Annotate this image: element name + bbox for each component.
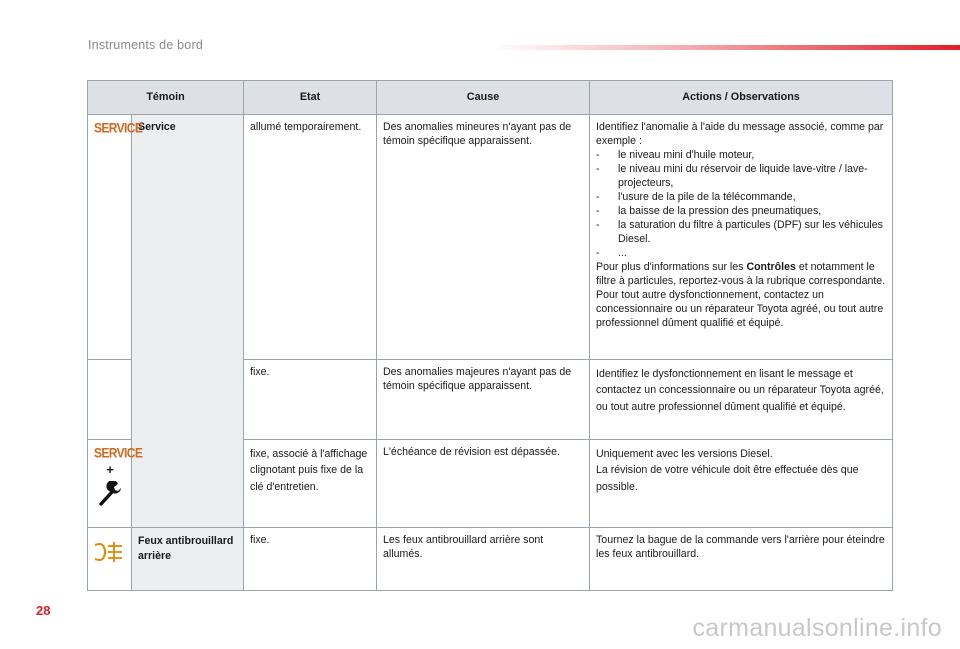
- cause-cell: Les feux antibrouillard arrière sont allumés.: [377, 528, 590, 591]
- state-cell: fixe, associé à l'affichage clignotant puis fixe de la clé d'entretien.: [244, 440, 377, 528]
- warning-name-service: Service: [132, 115, 244, 528]
- cause-cell: L'échéance de révision est dépassée.: [377, 440, 590, 528]
- list-item: - la baisse de la pression des pneumatiques,: [596, 204, 822, 217]
- actions-cell: [590, 440, 893, 528]
- actions-cell: [590, 115, 893, 360]
- actions-cell: Identifiez le dysfonctionnement en lisant le message et contactez un concessionnaire ou un réparateur Toyota agréé, ou tout autre professionnel dûment qualifié et équipé.: [590, 360, 893, 440]
- column-header-etat: Etat: [244, 81, 377, 115]
- list-item: - la saturation du filtre à particules (DPF) sur les véhicules Diesel.: [596, 218, 883, 245]
- warning-lights-table-container: [87, 80, 892, 591]
- actions-intro: Identifiez l'anomalie à l'aide du message associé, comme par exemple :: [596, 121, 884, 147]
- service-warning-icon: SERVICE: [94, 119, 143, 136]
- controls-reference: Contrôles: [746, 260, 796, 273]
- plus-sign: +: [106, 461, 114, 477]
- service-warning-icon: SERVICE: [94, 444, 143, 461]
- fog-icon-cell: [88, 528, 132, 591]
- service-icon-cell: [88, 115, 143, 360]
- list-item: - le niveau mini d'huile moteur,: [596, 148, 755, 161]
- column-header-actions: Actions / Observations: [590, 81, 893, 115]
- state-cell: allumé temporairement.: [244, 115, 377, 360]
- state-cell: fixe.: [244, 528, 377, 591]
- cause-cell: Des anomalies mineures n'ayant pas de témoin spécifique apparaissent.: [377, 115, 590, 360]
- more-info-text: Pour plus d'informations sur les Contrôles et notamment le filtre à particules, reportez-vous à la rubrique correspondante.: [596, 260, 886, 287]
- wrench-icon: [98, 481, 122, 507]
- header-accent-bar: [490, 45, 960, 50]
- actions-cell: Tournez la bague de la commande vers l'arrière pour éteindre les feux antibrouillard.: [590, 528, 893, 591]
- list-item: - le niveau mini du réservoir de liquide lave-vitre / lave-projecteurs,: [596, 162, 868, 189]
- empty-icon-cell: [88, 360, 132, 440]
- watermark: carmanualsonline.info: [692, 614, 942, 642]
- table-header-row: [88, 81, 893, 115]
- cause-cell: Des anomalies majeures n'ayant pas de témoin spécifique apparaissent.: [377, 360, 590, 440]
- list-item: - l'usure de la pile de la télécommande,: [596, 190, 796, 203]
- column-header-cause: Cause: [377, 81, 590, 115]
- table-row: [88, 528, 893, 591]
- actions-diesel-note: Uniquement avec les versions Diesel.: [596, 448, 773, 460]
- state-cell: fixe.: [244, 360, 377, 440]
- list-item: - ...: [596, 246, 627, 259]
- other-malfunction-text: Pour tout autre dysfonctionnement, contactez un concessionnaire ou un réparateur Toyota agréé, ou tout autre professionnel dûment qualifié et équipé.: [596, 288, 884, 329]
- section-title: Instruments de bord: [88, 38, 203, 52]
- warning-lights-table: [87, 80, 893, 591]
- column-header-temoin: Témoin: [88, 81, 244, 115]
- table-row: [88, 115, 893, 360]
- actions-service-due: La révision de votre véhicule doit être effectuée dès que possible.: [596, 464, 859, 493]
- warning-name-fog: Feux antibrouillard arrière: [132, 528, 244, 591]
- page-number: 28: [36, 603, 51, 618]
- rear-fog-light-icon: [95, 540, 125, 564]
- service-wrench-icon-cell: [88, 440, 143, 528]
